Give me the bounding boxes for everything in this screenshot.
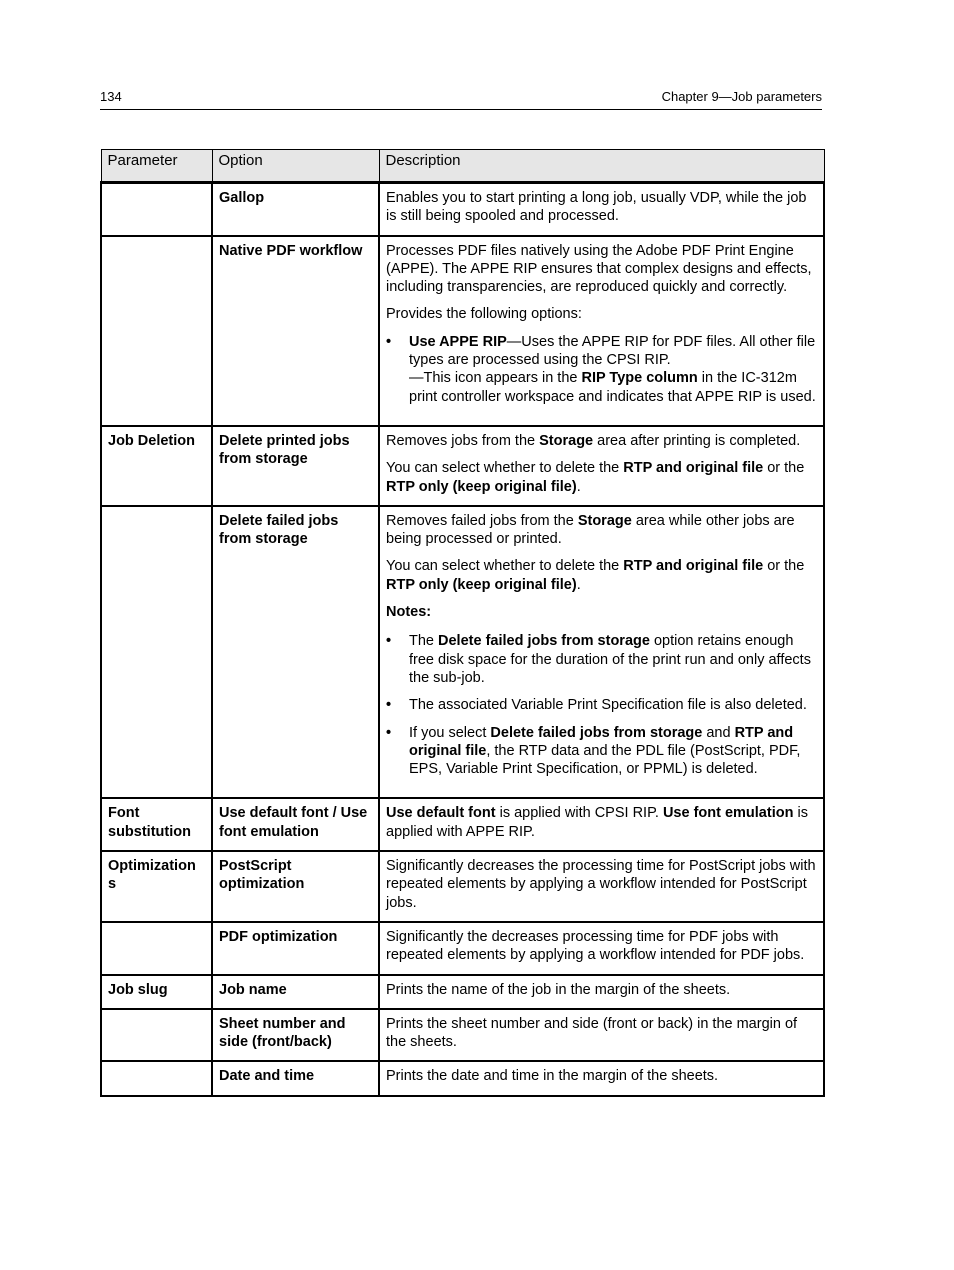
description-text: You can select whether to delete the RTP and original file or the RTP only (keep original file). [386, 558, 805, 593]
list-item: • If you select Delete failed jobs from storage and RTP and original file, the RTP data and the PDL file (PostScript, PDF, EPS, Variable Print Specification, or PPML) is deleted. [386, 724, 817, 779]
description-cell [379, 506, 824, 799]
description-text: Enables you to start printing a long job, usually VDP, while the job is still being spooled and processed. [386, 190, 807, 225]
option-cell: Native PDF workflow [212, 236, 379, 426]
parameter-cell: Font substitution [101, 798, 212, 851]
parameter-cell: Job Deletion [101, 426, 212, 506]
option-cell: PDF optimization [212, 922, 379, 975]
bullet-list [386, 333, 817, 406]
bold-term: RIP Type column [581, 370, 698, 387]
table-row [101, 1009, 824, 1062]
option-cell: Delete printed jobs from storage [212, 426, 379, 506]
table-row [101, 975, 824, 1009]
bullet-text: in the IC-312m print controller workspace and indicates that APPE RIP is used. [409, 370, 816, 405]
parameter-cell [101, 1061, 212, 1095]
table-row [101, 1061, 824, 1095]
description-cell: Prints the date and time in the margin of the sheets. [379, 1061, 824, 1095]
option-cell: PostScript optimization [212, 851, 379, 922]
table-row [101, 236, 824, 426]
description-text: Use default font is applied with CPSI RIP. Use font emulation is applied with APPE RIP. [386, 805, 808, 840]
table-row [101, 922, 824, 975]
page-number: 134 [100, 89, 122, 104]
notes-list [386, 632, 817, 778]
option-cell: Date and time [212, 1061, 379, 1095]
description-text: Removes jobs from the Storage area after printing is completed. [386, 432, 801, 449]
option-cell: Use default font / Use font emulation [212, 798, 379, 851]
description-cell [379, 236, 824, 426]
option-cell: Delete failed jobs from storage [212, 506, 379, 799]
parameter-cell [101, 183, 212, 236]
parameter-cell: Job slug [101, 975, 212, 1009]
column-header-parameter: Parameter [101, 150, 212, 183]
description-cell [379, 798, 824, 851]
description-cell [379, 183, 824, 236]
description-cell [379, 426, 824, 506]
description-cell: Significantly decreases the processing time for PostScript jobs with repeated elements by applying a workflow intended for PostScript jobs. [379, 851, 824, 922]
option-cell: Sheet number and side (front/back) [212, 1009, 379, 1062]
bullet-text: —Uses the APPE RIP for PDF files. All other file types are processed using the CPSI RIP. [409, 333, 816, 369]
table-header-row [101, 150, 824, 183]
bullet-text: —This icon appears in the [409, 370, 582, 387]
list-item: • The Delete failed jobs from storage option retains enough free disk space for the duration of the print run and only affects the sub-job. [386, 632, 817, 687]
notes-label: Notes: [386, 604, 432, 621]
parameter-cell: Optimization s [101, 851, 212, 922]
table-row [101, 183, 824, 236]
bold-term: Use APPE RIP [409, 333, 507, 350]
table-row [101, 426, 824, 506]
list-item: • The associated Variable Print Specification file is also deleted. [386, 696, 817, 714]
description-text: Provides the following options: [386, 306, 582, 323]
description-cell: Significantly the decreases processing time for PDF jobs with repeated elements by applying a workflow intended for PDF jobs. [379, 922, 824, 975]
option-cell: Job name [212, 975, 379, 1009]
chapter-title: Chapter 9—Job parameters [661, 89, 822, 104]
list-item [386, 333, 817, 406]
parameter-cell [101, 236, 212, 426]
table-row [101, 798, 824, 851]
parameter-cell [101, 1009, 212, 1062]
parameter-cell [101, 506, 212, 799]
column-header-option: Option [212, 150, 379, 183]
description-text: Removes failed jobs from the Storage area while other jobs are being processed or printed. [386, 512, 795, 548]
page-header [100, 89, 822, 110]
parameter-cell [101, 922, 212, 975]
job-parameters-table [100, 149, 825, 1097]
description-cell: Prints the sheet number and side (front or back) in the margin of the sheets. [379, 1009, 824, 1062]
description-text: Processes PDF files natively using the Adobe PDF Print Engine (APPE). The APPE RIP ensures that complex designs and effects, including transparencies, are reproduced quickly and correctly. [386, 242, 812, 296]
column-header-description: Description [379, 150, 824, 183]
option-cell: Gallop [212, 183, 379, 236]
table-row [101, 851, 824, 922]
description-text: You can select whether to delete the RTP and original file or the RTP only (keep original file). [386, 460, 805, 495]
description-cell: Prints the name of the job in the margin of the sheets. [379, 975, 824, 1009]
table-row [101, 506, 824, 799]
